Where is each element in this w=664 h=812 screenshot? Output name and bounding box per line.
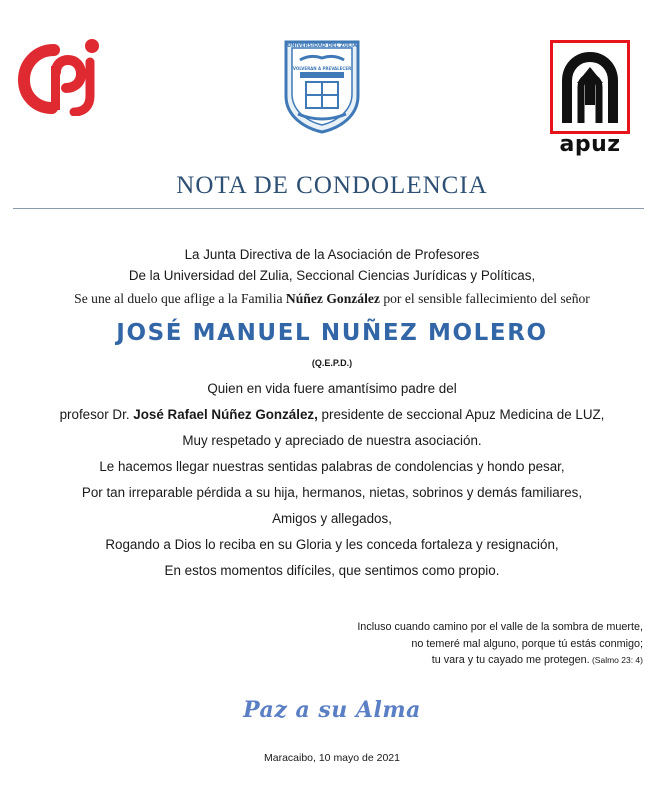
deceased-name: JOSÉ MANUEL NUÑEZ MOLERO (116, 320, 548, 346)
title-divider (13, 208, 644, 209)
apuz-logo-icon (550, 40, 630, 134)
family-name: Núñez González (285, 291, 380, 306)
body-line-8: En estos momentos difíciles, que sentimos como propio. (164, 563, 500, 578)
body-line-2-start: profesor Dr. (59, 407, 134, 422)
intro-line-1: La Junta Directiva de la Asociación de Profesores (184, 247, 480, 262)
page-title: NOTA DE CONDOLENCIA (176, 172, 488, 199)
universidad-del-zulia-seal-icon (280, 36, 364, 134)
seal-top-text: UNIVERSIDAD DEL ZULIA (287, 43, 357, 49)
peace-heading: Paz a su Alma (243, 697, 421, 723)
psalm-line-1: Incluso cuando camino por el valle de la sombra de muerte, (357, 621, 643, 633)
body-line-1: Quien en vida fuere amantísimo padre del (207, 381, 457, 396)
seal-band-text: VOLVERAN A PREVALECER (292, 66, 352, 71)
date-line: Maracaibo, 10 mayo de 2021 (263, 752, 400, 764)
psalm-line-3-text: tu vara y tu cayado me protegen. (431, 654, 590, 666)
apuz-logo-text: apuz (559, 132, 621, 157)
psalm-line-3 (243, 654, 643, 666)
body-line-7: Rogando a Dios lo reciba en su Gloria y les conceda fortaleza y resignación, (105, 537, 559, 552)
body-line-2 (0, 407, 664, 422)
intro-line-3-start: Se une al duelo que aflige a la Familia (74, 291, 286, 306)
intro-line-3 (0, 291, 664, 307)
rpj-logo-icon (18, 36, 104, 116)
body-line-5: Por tan irreparable pérdida a su hija, hermanos, nietas, sobrinos y demás familiares, (81, 485, 583, 500)
psalm-line-2: no temeré mal alguno, porque tú estás conmigo; (411, 638, 643, 650)
body-line-3: Muy respetado y apreciado de nuestra asociación. (182, 433, 482, 448)
body-line-2-end: presidente de seccional Apuz Medicina de LUZ, (317, 407, 605, 422)
psalm-reference: (Salmo 23: 4) (589, 655, 643, 665)
intro-line-2: De la Universidad del Zulia, Seccional Ciencias Jurídicas y Políticas, (128, 268, 536, 283)
apuz-logo (550, 40, 630, 158)
body-line-6: Amigos y allegados, (272, 511, 392, 526)
qepd-label: (Q.E.P.D.) (311, 358, 353, 368)
body-line-4: Le hacemos llegar nuestras sentidas palabras de condolencias y hondo pesar, (99, 459, 565, 474)
professor-name: José Rafael Núñez González, (133, 407, 318, 422)
intro-line-3-end: por el sensible fallecimiento del señor (379, 291, 590, 306)
